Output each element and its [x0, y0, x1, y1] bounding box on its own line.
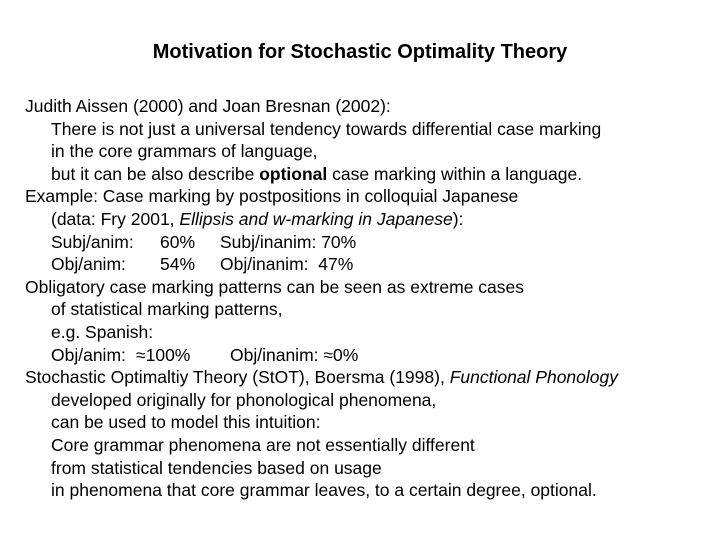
text-line: Core grammar phenomena are not essentially different — [51, 434, 475, 455]
text-line: Judith Aissen (2000) and Joan Bresnan (2002): — [25, 96, 391, 116]
text-fragment: case marking within a language. — [327, 163, 583, 184]
citation-title: Ellipsis and w-marking in Japanese — [179, 208, 453, 229]
row-label: Obj/anim: — [51, 254, 126, 275]
text-fragment: ): — [452, 208, 464, 229]
data-row-subj — [25, 231, 720, 254]
emphasis-optional: optional — [259, 163, 328, 184]
row-label: Subj/inanim: — [220, 231, 317, 252]
text-line: can be used to model this intuition: — [51, 412, 321, 433]
text-line: There is not just a universal tendency towards differential case marking — [51, 118, 602, 139]
row-value: 70% — [321, 231, 357, 252]
text-fragment: (data: Fry 2001, — [51, 208, 180, 229]
text-line: e.g. Spanish: — [51, 321, 154, 342]
row-label: Subj/anim: — [51, 231, 134, 252]
text-line: developed originally for phonological phenomena, — [51, 389, 437, 410]
citation-title: Functional Phonology — [449, 367, 618, 388]
slide-body — [25, 95, 720, 502]
text-line: Example: Case marking by postpositions in colloquial Japanese — [25, 186, 519, 207]
text-fragment: but it can be also describe — [51, 163, 260, 184]
data-row-spanish — [25, 344, 720, 367]
row-value: 60% — [160, 231, 196, 252]
text-line — [25, 208, 720, 231]
text-line: from statistical tendencies based on usage — [51, 457, 382, 478]
row-label: Obj/anim: — [51, 344, 126, 365]
slide-title: Motivation for Stochastic Optimality Theory — [152, 41, 568, 63]
text-line — [25, 366, 720, 389]
row-value: ≈100% — [136, 344, 191, 365]
text-line: of statistical marking patterns, — [51, 299, 283, 320]
text-line — [25, 163, 720, 186]
text-line: Obligatory case marking patterns can be seen as extreme cases — [25, 276, 524, 297]
row-value: 47% — [318, 254, 354, 275]
text-line: in the core grammars of language, — [51, 141, 318, 162]
text-line: in phenomena that core grammar leaves, to a certain degree, optional. — [51, 480, 597, 501]
row-value: ≈0% — [323, 344, 359, 365]
data-row-obj — [25, 253, 720, 276]
row-label: Obj/inanim: — [230, 344, 319, 365]
row-value: 54% — [160, 254, 196, 275]
text-fragment: Stochastic Optimaltiy Theory (StOT), Boersma (1998), — [25, 367, 450, 388]
row-label: Obj/inanim: — [220, 254, 309, 275]
